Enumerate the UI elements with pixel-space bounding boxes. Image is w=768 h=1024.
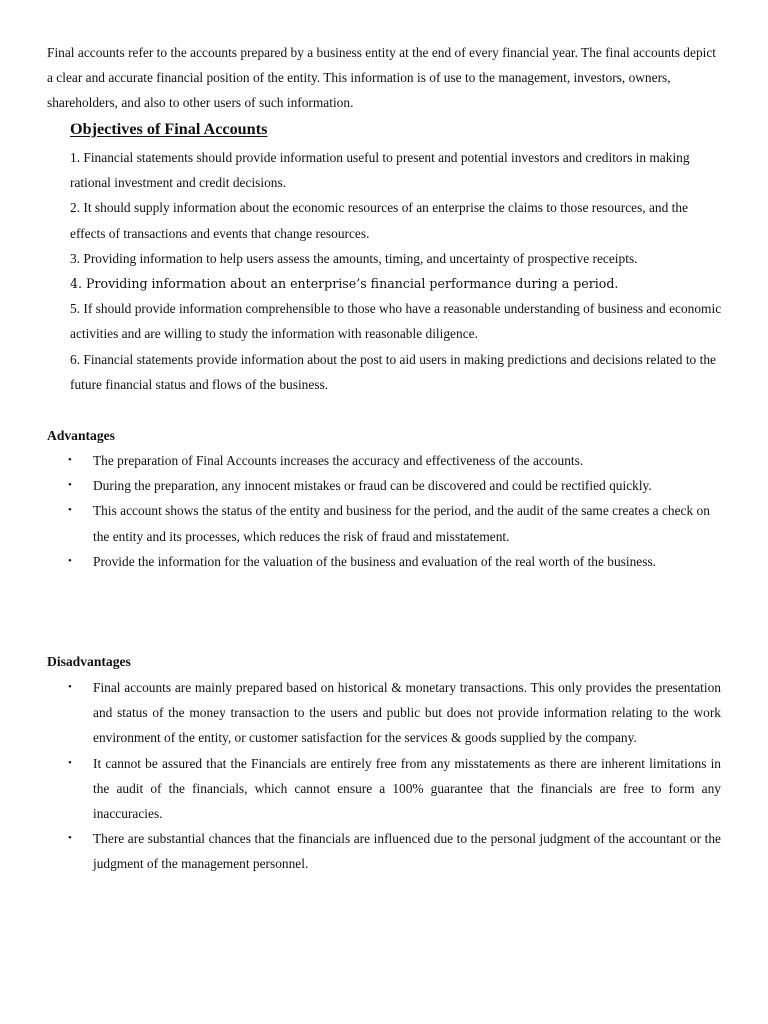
advantage-text: Provide the information for the valuation of the business and evaluation of the real worth of the business.	[93, 553, 657, 569]
advantage-item	[68, 473, 721, 498]
disadvantage-text: There are substantial chances that the financials are influenced due to the personal judgment of the accountant or the judgment of the management personnel.	[93, 831, 721, 872]
disadvantage-text: Final accounts are mainly prepared based on historical & monetary transactions. This only provides the presentation and status of the money transaction to the users and public but does not provide information relating to the work environment of the entity, or customer satisfaction for the services & goods supplied by the company.	[93, 680, 721, 746]
advantage-text: During the preparation, any innocent mistakes or fraud can be discovered and could be rectified quickly.	[93, 478, 652, 494]
objective-item: 5. If should provide information comprehensible to those who have a reasonable understanding of business and economic activities and are willing to study the information with reasonable diligence.	[70, 301, 722, 342]
disadvantage-item	[68, 751, 721, 827]
disadvantage-item	[68, 675, 721, 751]
bullet-icon: •	[68, 681, 72, 693]
intro-paragraph: Final accounts refer to the accounts prepared by a business entity at the end of every financial year. The final accounts depict a clear and accurate financial position of the entity. This information is of use to the management, investors, owners, shareholders, and also to other users of such information.	[47, 45, 717, 110]
advantages-list	[68, 448, 721, 574]
objective-item: 6. Financial statements provide information about the post to aid users in making predictions and decisions related to the future financial status and flows of the business.	[70, 351, 716, 392]
disadvantages-heading: Disadvantages	[47, 654, 131, 669]
bullet-icon: •	[68, 756, 72, 769]
advantage-item	[68, 448, 721, 473]
objective-item: 2. It should supply information about the economic resources of an enterprise the claims to those resources, and the effects of transactions and events that change resources.	[70, 200, 689, 241]
advantages-heading: Advantages	[47, 428, 115, 443]
advantage-item	[68, 498, 721, 548]
disadvantages-list	[68, 675, 721, 877]
advantage-text: This account shows the status of the entity and business for the period, and the audit of the same creates a check on the entity and its processes, which reduces the risk of fraud and misstatement.	[93, 503, 710, 544]
advantage-item	[68, 549, 721, 574]
advantage-text: The preparation of Final Accounts increases the accuracy and effectiveness of the accounts.	[93, 453, 584, 468]
objective-item: 4. Providing information about an enterprise’s financial performance during a period.	[70, 276, 619, 292]
objective-item: 3. Providing information to help users assess the amounts, timing, and uncertainty of prospective receipts.	[70, 250, 638, 266]
bullet-icon: •	[68, 454, 72, 466]
bullet-icon: •	[68, 554, 72, 567]
disadvantage-text: It cannot be assured that the Financials are entirely free from any misstatements as there are inherent limitations in the audit of the financials, which cannot ensure a 100% guarantee that the financials are free to form any inaccuracies.	[93, 755, 721, 822]
bullet-icon: •	[68, 832, 72, 845]
objectives-list	[70, 145, 722, 397]
disadvantage-item	[68, 826, 721, 876]
objective-item: 1. Financial statements should provide information useful to present and potential investors and creditors in making rational investment and credit decisions.	[70, 150, 690, 191]
objectives-heading: Objectives of Final Accounts	[70, 120, 268, 138]
bullet-icon: •	[68, 479, 72, 492]
bullet-icon: •	[68, 504, 72, 517]
